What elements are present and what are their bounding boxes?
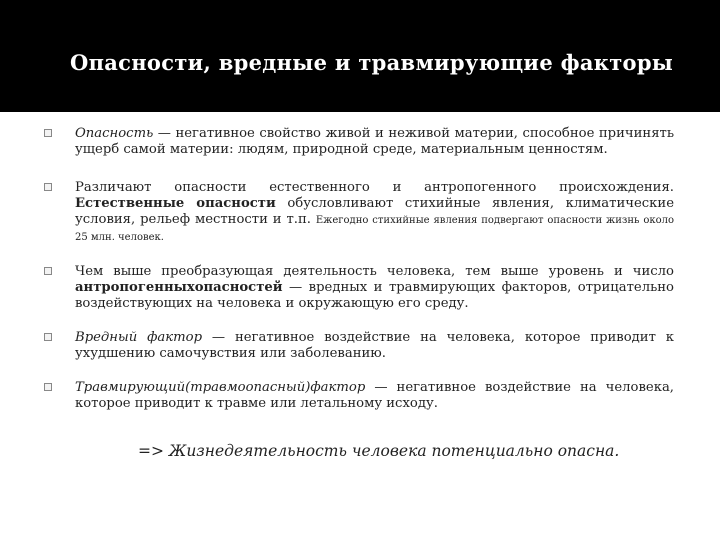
bullet-square-icon — [44, 383, 52, 391]
bullet-square-icon — [44, 333, 52, 341]
statistics-note: Ежегодно стихийные явления подвергают опасности жизнь около 25 млн. человек. — [75, 215, 674, 243]
bullet-anthropogenic — [44, 264, 674, 312]
term-danger: Опасность — [75, 126, 154, 141]
definition-text: — негативное свойство живой и неживой материи, способное причинять ущерб самой материи: людям, природной среде, материальным ценностям. — [75, 126, 674, 157]
origins-text: Различают опасности естественного и антропогенного происхождения. — [75, 180, 674, 195]
anthropogenic-text-start: Чем выше преобразующая деятельность человека, тем выше уровень и число — [75, 264, 674, 279]
slide-title: Опасности, вредные и травмирующие факторы — [70, 50, 674, 75]
bullet-danger-definition — [44, 126, 674, 158]
title-bar — [0, 0, 720, 112]
term-anthropogenic-dangers: антропогенныхопасностей — [75, 280, 283, 295]
bullet-square-icon — [44, 183, 52, 191]
term-harmful-factor: Вредный фактор — [75, 330, 203, 345]
bullet-square-icon — [44, 129, 52, 137]
slide-body — [44, 126, 674, 412]
natural-dangers-text: обусловливают стихийные явления, климатические условия, рельеф местности и т.п. — [75, 196, 675, 227]
traumatic-factor-text: — негативное воздействие на человека, которое приводит к травме или летальному исходу. — [75, 380, 674, 411]
term-natural-dangers: Естественные опасности — [75, 196, 276, 211]
anthropogenic-text-end: — вредных и травмирующих факторов, отрицательно воздействующих на человека и окружающую его среду. — [75, 280, 674, 311]
harmful-factor-text: — негативное воздействие на человека, которое приводит к ухудшению самочувствия или заболеванию. — [75, 330, 674, 361]
bullet-square-icon — [44, 267, 52, 275]
term-traumatic-factor: Травмирующий(травмоопасный)фактор — [75, 380, 366, 395]
bullet-traumatic-factor — [44, 380, 674, 412]
bullet-harmful-factor — [44, 330, 674, 362]
conclusion: => Жизнедеятельность человека потенциально опасна. — [138, 442, 620, 460]
bullet-danger-origins — [44, 180, 674, 246]
